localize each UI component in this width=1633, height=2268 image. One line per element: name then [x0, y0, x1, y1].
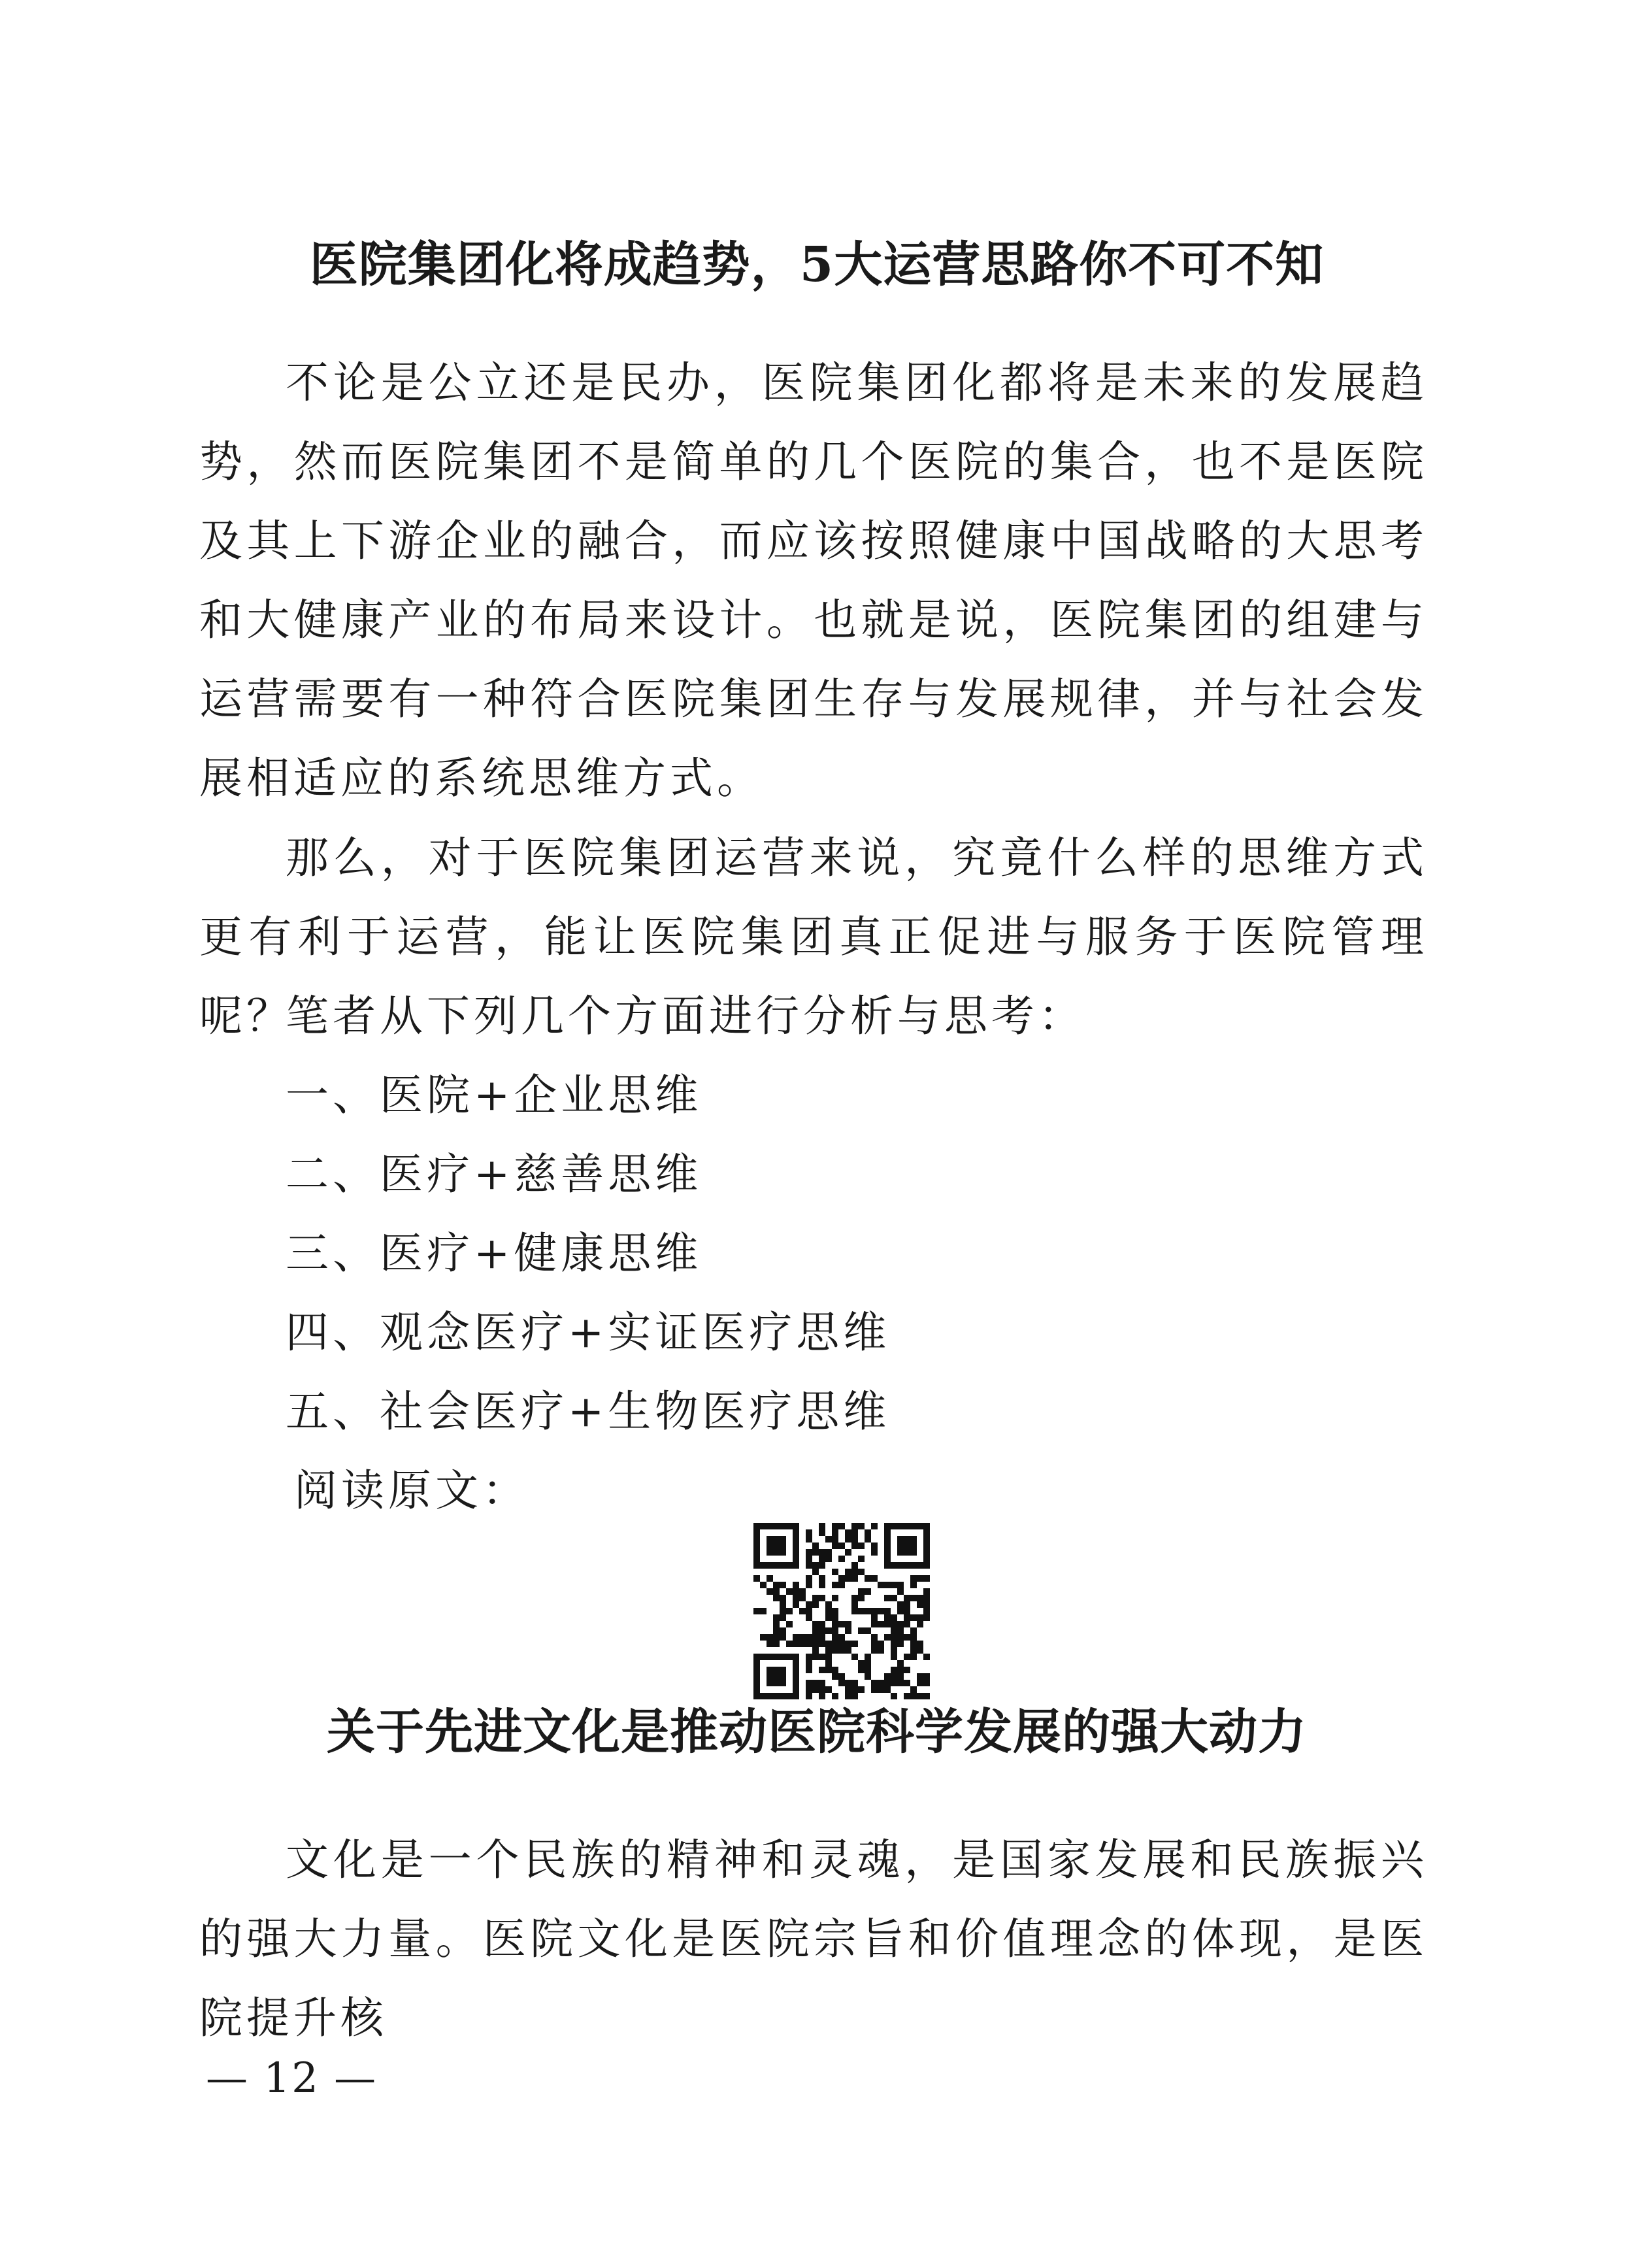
article-2-paragraph-1: 文化是一个民族的精神和灵魂，是国家发展和民族振兴的强大力量。医院文化是医院宗旨和价值理念的体现，是医院提升核	[199, 1835, 1428, 2043]
article-1-title: 医院集团化将成趋势，5大运营思路你不可不知	[309, 237, 1325, 293]
list-item: 一、医院+企业思维	[286, 1070, 702, 1120]
list-item: 四、观念医疗+实证医疗思维	[286, 1307, 891, 1358]
article-1-paragraph-2: 那么，对于医院集团运营来说，究竟什么样的思维方式更有利于运营，能让医院集团真正促进与服务于医院管理呢？	[199, 833, 1428, 1041]
thinking-list	[286, 1056, 890, 1451]
list-item: 三、医疗+健康思维	[286, 1228, 702, 1278]
list-item: 二、医疗+慈善思维	[286, 1149, 702, 1199]
list-item: 五、社会医疗+生物医疗思维	[286, 1386, 891, 1437]
page-number: — 12 —	[206, 2054, 378, 2103]
read-original-label: 阅读原文：	[294, 1465, 529, 1516]
article-2-title: 关于先进文化是推动医院科学发展的强大动力	[327, 1704, 1307, 1760]
article-1-paragraph-3: 笔者从下列几个方面进行分析与思考：	[286, 991, 1085, 1041]
qr-code-icon[interactable]	[753, 1523, 930, 1699]
article-1-paragraph-1: 不论是公立还是民办，医院集团化都将是未来的发展趋势，然而医院集团不是简单的几个医院的集合，也不是医院及其上下游企业的融合，而应该按照健康中国战略的大思考和大健康产业的布局来设计。也就是说，医院集团的组建与运营需要有一种符合医院集团生存与发展规律，并与社会发展相适应的系统思维方式。	[199, 358, 1428, 803]
